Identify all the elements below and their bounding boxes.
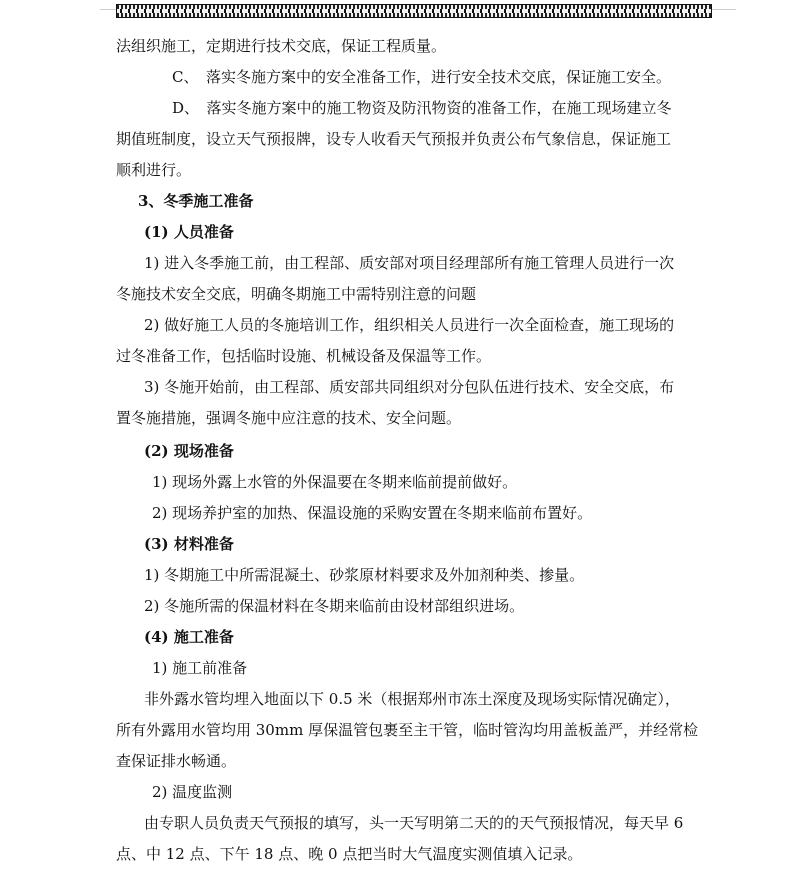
text-line: 过冬准备工作，包括临时设施、机械设备及保温等工作。 (116, 347, 492, 365)
text-line: 点、中 12 点、下午 18 点、晚 0 点把当时大气温度实测值填入记录。 (116, 845, 583, 863)
text-line: 非外露水管均埋入地面以下 0.5 米（根据郑州市冻土深度及现场实际情况确定）， (144, 690, 680, 708)
text-line: C、 落实冬施方案中的安全准备工作，进行安全技术交底，保证施工安全。 (172, 68, 671, 86)
subsection-heading: (4) 施工准备 (144, 628, 234, 646)
text-line: 查保证排水畅通。 (116, 752, 237, 770)
text-line: 2) 温度监测 (152, 783, 233, 801)
text-line: 3) 冬施开始前，由工程部、质安部共同组织对分包队伍进行技术、安全交底，布 (144, 378, 675, 396)
text-line: 法组织施工，定期进行技术交底，保证工程质量。 (116, 37, 447, 55)
text-line: 由专职人员负责天气预报的填写，头一天写明第二天的的天气预报情况，每天早 6 (144, 814, 684, 832)
subsection-heading: (1) 人员准备 (144, 223, 234, 241)
text-line: 2) 现场养护室的加热、保温设施的采购安置在冬期来临前布置好。 (152, 504, 593, 522)
text-line: 置冬施措施，强调冬施中应注意的技术、安全问题。 (116, 409, 462, 427)
text-line: 期值班制度，设立天气预报牌，设专人收看天气预报并负责公布气象信息，保证施工 (116, 130, 672, 148)
decorative-header-band (116, 4, 712, 18)
text-line: 冬施技术安全交底，明确冬期施工中需特别注意的问题 (116, 285, 477, 303)
subsection-heading: (3) 材料准备 (144, 535, 234, 553)
text-line: 2) 冬施所需的保温材料在冬期来临前由设材部组织进场。 (144, 597, 525, 615)
text-line: 1) 施工前准备 (152, 659, 248, 677)
subsection-heading: (2) 现场准备 (144, 442, 234, 460)
text-line: 所有外露用水管均用 30mm 厚保温管包裹至主干管，临时管沟均用盖板盖严，并经常检 (116, 721, 699, 739)
section-heading: 3、冬季施工准备 (138, 192, 254, 210)
text-line: 2) 做好施工人员的冬施培训工作，组织相关人员进行一次全面检查，施工现场的 (144, 316, 675, 334)
text-line: D、 落实冬施方案中的施工物资及防汛物资的准备工作，在施工现场建立冬 (172, 99, 672, 117)
text-line: 1) 进入冬季施工前，由工程部、质安部对项目经理部所有施工管理人员进行一次 (144, 254, 675, 272)
text-line: 1) 现场外露上水管的外保温要在冬期来临前提前做好。 (152, 473, 518, 491)
text-line: 1) 冬期施工中所需混凝土、砂浆原材料要求及外加剂种类、掺量。 (144, 566, 585, 584)
text-line: 顺利进行。 (116, 161, 192, 179)
